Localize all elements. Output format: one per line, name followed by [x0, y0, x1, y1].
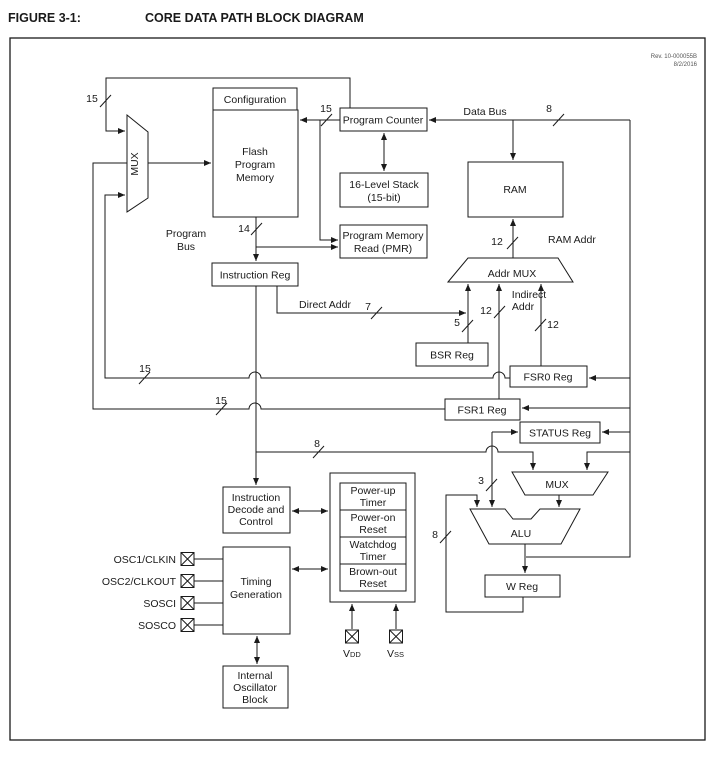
program-bus-label-2: Bus: [176, 241, 196, 253]
width-fsr0-to-mux: 15: [139, 363, 151, 375]
program-counter-label: Program Counter: [342, 114, 424, 127]
vdd-pin-label: [343, 648, 361, 660]
osc1-pin-label: OSC1/CLKIN: [113, 554, 176, 566]
pmr-label-1: Program Memory: [342, 230, 424, 242]
addr-mux-label: Addr MUX: [487, 268, 537, 280]
width-w-to-alu: 8: [432, 529, 438, 541]
figure-label: FIGURE 3-1:: [8, 11, 81, 25]
indirect-addr-label-1: Indirect: [511, 289, 547, 301]
instruction-reg-label: Instruction Reg: [219, 269, 291, 282]
wire-literal-to-alumux: [256, 446, 533, 470]
vss-base: V: [387, 648, 395, 660]
alu-mux-label: MUX: [545, 479, 569, 491]
width-literal: 8: [314, 438, 320, 450]
power-up-timer-label-1: Power-up: [350, 485, 396, 497]
width-fsr0-indirect: 12: [547, 319, 559, 331]
width-ram-addr: 12: [491, 236, 503, 248]
pc-mux-label: MUX: [129, 152, 141, 176]
int-osc-label-1: Internal: [237, 670, 273, 682]
watchdog-timer-label-1: Watchdog: [349, 539, 397, 551]
direct-addr-label: Direct Addr: [299, 299, 351, 311]
alu-label: ALU: [510, 528, 532, 540]
sosco-pin-icon: [181, 619, 194, 632]
bus-width-labels: [86, 93, 559, 541]
revision-note-line1: Rev. 10-000055B: [650, 54, 697, 60]
pmr-label-2: Read (PMR): [353, 243, 413, 255]
vdd-base: V: [343, 648, 351, 660]
indirect-addr-label-2: Addr: [511, 301, 535, 313]
width-data-bus: 8: [546, 103, 552, 115]
osc1-pin-icon: [181, 553, 194, 566]
decode-label-1: Instruction: [231, 492, 281, 504]
timing-label-2: Generation: [230, 589, 282, 601]
ram-label: RAM: [503, 184, 527, 196]
width-fsr1-to-mux: 15: [215, 395, 227, 407]
wire-data-bus-to-alumux: [587, 452, 630, 470]
configuration-label: Configuration: [223, 94, 287, 106]
bsr-reg-label: BSR Reg: [430, 349, 474, 362]
power-on-reset-label-1: Power-on: [350, 512, 396, 524]
int-osc-label-2: Oscillator: [233, 682, 277, 694]
power-on-reset-label-2: Reset: [359, 524, 387, 536]
flash-label-1: Flash: [242, 146, 268, 158]
width-bsr: 5: [454, 317, 460, 329]
width-pc-to-flash: 15: [320, 103, 332, 115]
osc2-pin-label: OSC2/CLKOUT: [101, 576, 176, 588]
decode-label-2: Decode and: [227, 504, 285, 516]
width-pc-to-mux: 15: [86, 93, 98, 105]
flash-label-2: Program: [234, 159, 276, 171]
osc2-pin-icon: [181, 575, 194, 588]
watchdog-timer-label-2: Timer: [359, 551, 387, 563]
vdd-sub: DD: [350, 650, 361, 659]
timing-label-1: Timing: [240, 576, 272, 588]
width-direct: 7: [365, 301, 371, 313]
fsr0-reg-label: FSR0 Reg: [523, 371, 573, 384]
stack-label-1: 16-Level Stack: [349, 179, 419, 191]
vss-pin-label: [387, 648, 404, 660]
sosci-pin-icon: [181, 597, 194, 610]
fsr1-reg-label: FSR1 Reg: [457, 404, 507, 417]
brown-out-reset-label-2: Reset: [359, 578, 387, 590]
wire-pc-to-pmr: [320, 120, 338, 240]
vss-sub: SS: [394, 650, 405, 659]
ram-addr-label: RAM Addr: [548, 234, 596, 246]
vss-pin-icon: [390, 630, 403, 643]
power-up-timer-label-2: Timer: [359, 497, 387, 509]
figure-title: CORE DATA PATH BLOCK DIAGRAM: [145, 11, 364, 25]
status-reg-label: STATUS Reg: [528, 427, 592, 440]
width-status-alu: 3: [478, 475, 484, 487]
sosci-pin-label: SOSCI: [143, 598, 176, 610]
stack-label-2: (15-bit): [367, 192, 401, 204]
width-flash-to-ir: 14: [238, 223, 250, 235]
width-fsr1-indirect: 12: [480, 305, 492, 317]
brown-out-reset-label-1: Brown-out: [349, 566, 397, 578]
program-bus-label-1: Program: [165, 228, 207, 240]
vdd-pin-icon: [346, 630, 359, 643]
flash-label-3: Memory: [236, 172, 274, 184]
sosco-pin-label: SOSCO: [138, 620, 176, 632]
decode-label-3: Control: [239, 516, 273, 528]
w-reg-label: W Reg: [505, 581, 539, 593]
revision-note-line2: 8/2/2016: [673, 62, 697, 68]
data-bus-label: Data Bus: [463, 106, 507, 118]
int-osc-label-3: Block: [242, 694, 268, 706]
